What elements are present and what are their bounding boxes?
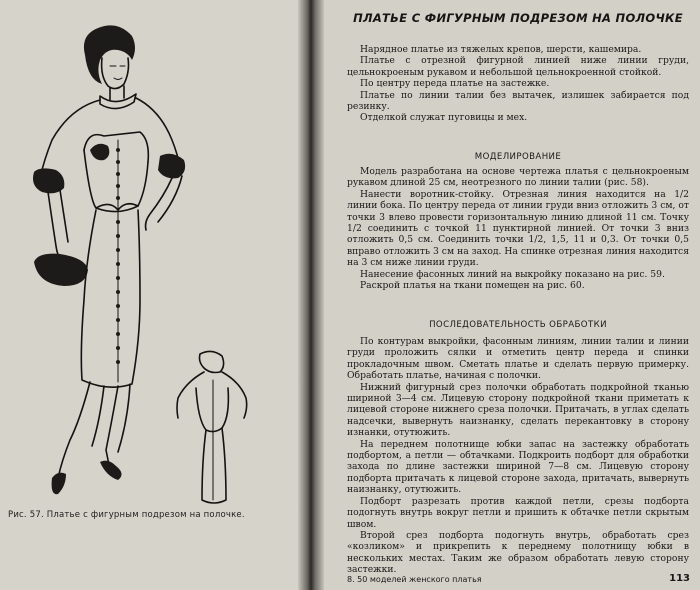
paragraph: По центру переда платье на застежке.	[360, 78, 550, 90]
page-number: 113	[669, 573, 690, 584]
intro-text	[347, 44, 689, 124]
paragraph: Платье по линии талии без вытачек, излишек забирается под резинку.	[347, 89, 689, 113]
paragraph: Нанести воротник-стойку. Отрезная линия находится на 1/2 линии бока. По центру переда от линии груди вниз отложить 3 см, от точки 3 влево провести горизонтальную линию длиной 11 см. Точку 1/2 соединить с точкой 11 пунктирной линией. От точки 3 вниз отложить 0,5 см. Соединить точки 1/2, 1,5, 11 и 0,3. От точки 0,5 вправо отложить 3 см на заход. На спинке отрезная линия находится на 3 см ниже линии груди.	[347, 188, 689, 269]
book-gutter	[298, 0, 324, 590]
paragraph: Платье с отрезной фигурной линией ниже линии груди, цельнокроеным рукавом и небольшой цельнокроенной стойкой.	[347, 55, 689, 78]
paragraph: На переднем полотнище юбки запас на застежку обработать подбортом, а петли — обтачками. Подкроить подборт для обработки захода по длине застежки шириной 7—8 см. Лицевую сторону подборта притачать к лицевой стороне захода, притачать, вывернуть наизнанку, отутюжить.	[347, 438, 689, 496]
section-heading-modeling: МОДЕЛИРОВАНИЕ	[474, 152, 562, 162]
page-title: ПЛАТЬЕ С ФИГУРНЫМ ПОДРЕЗОМ НА ПОЛОЧКЕ	[353, 11, 683, 25]
processing-text	[347, 336, 689, 576]
modeling-text	[347, 166, 689, 291]
paragraph: Нижний фигурный срез полочки обработать подкройной тканью шириной 3—4 см. Лицевую сторону подкройной ткани приметать к лицевой стороне нижнего среза полочки. Притачать, в углах сделать надсечки, вывернуть наизнанку, сделать перекантовку в сторону изнанки, отутюжить.	[347, 381, 689, 439]
section-heading-processing: ПОСЛЕДОВАТЕЛЬНОСТЬ ОБРАБОТКИ	[429, 320, 607, 330]
paragraph: Отделкой служат пуговицы и мех.	[360, 112, 528, 124]
paragraph: Нанесение фасонных линий на выкройку показано на рис. 59.	[360, 268, 665, 280]
paragraph: Модель разработана на основе чертежа платья с цельнокроеным рукавом длиной 25 см, неотрезного по линии талии (рис. 58).	[347, 166, 689, 189]
paragraph: Раскрой платья на ткани помещен на рис. 60.	[360, 280, 585, 292]
running-footer: 8. 50 моделей женского платья	[347, 575, 482, 584]
paragraph: Нарядное платье из тяжелых крепов, шерсти, кашемира.	[360, 44, 642, 55]
paragraph: Второй срез подборта подогнуть внутрь, обработать срез «козликом» и прикрепить к переднему полотнищу юбки в нескольких местах. Таким же образом обработать левую сторону застежки.	[347, 529, 689, 576]
paragraph: Подборт разрезать против каждой петли, срезы подборта подогнуть внутрь вокруг петли и пришить к обтачке петли скрытым швом.	[347, 495, 689, 530]
figure-caption: Рис. 57. Платье с фигурным подрезом на полочке.	[8, 510, 245, 520]
dress-illustration	[0, 0, 300, 520]
paragraph: По контурам выкройки, фасонным линиям, линии талии и линии груди проложить сялки и отметить центр переда и спинки прокладочным швом. Сметать платье и сделать первую примерку. Обработать платье, начиная с полочки.	[347, 336, 689, 382]
